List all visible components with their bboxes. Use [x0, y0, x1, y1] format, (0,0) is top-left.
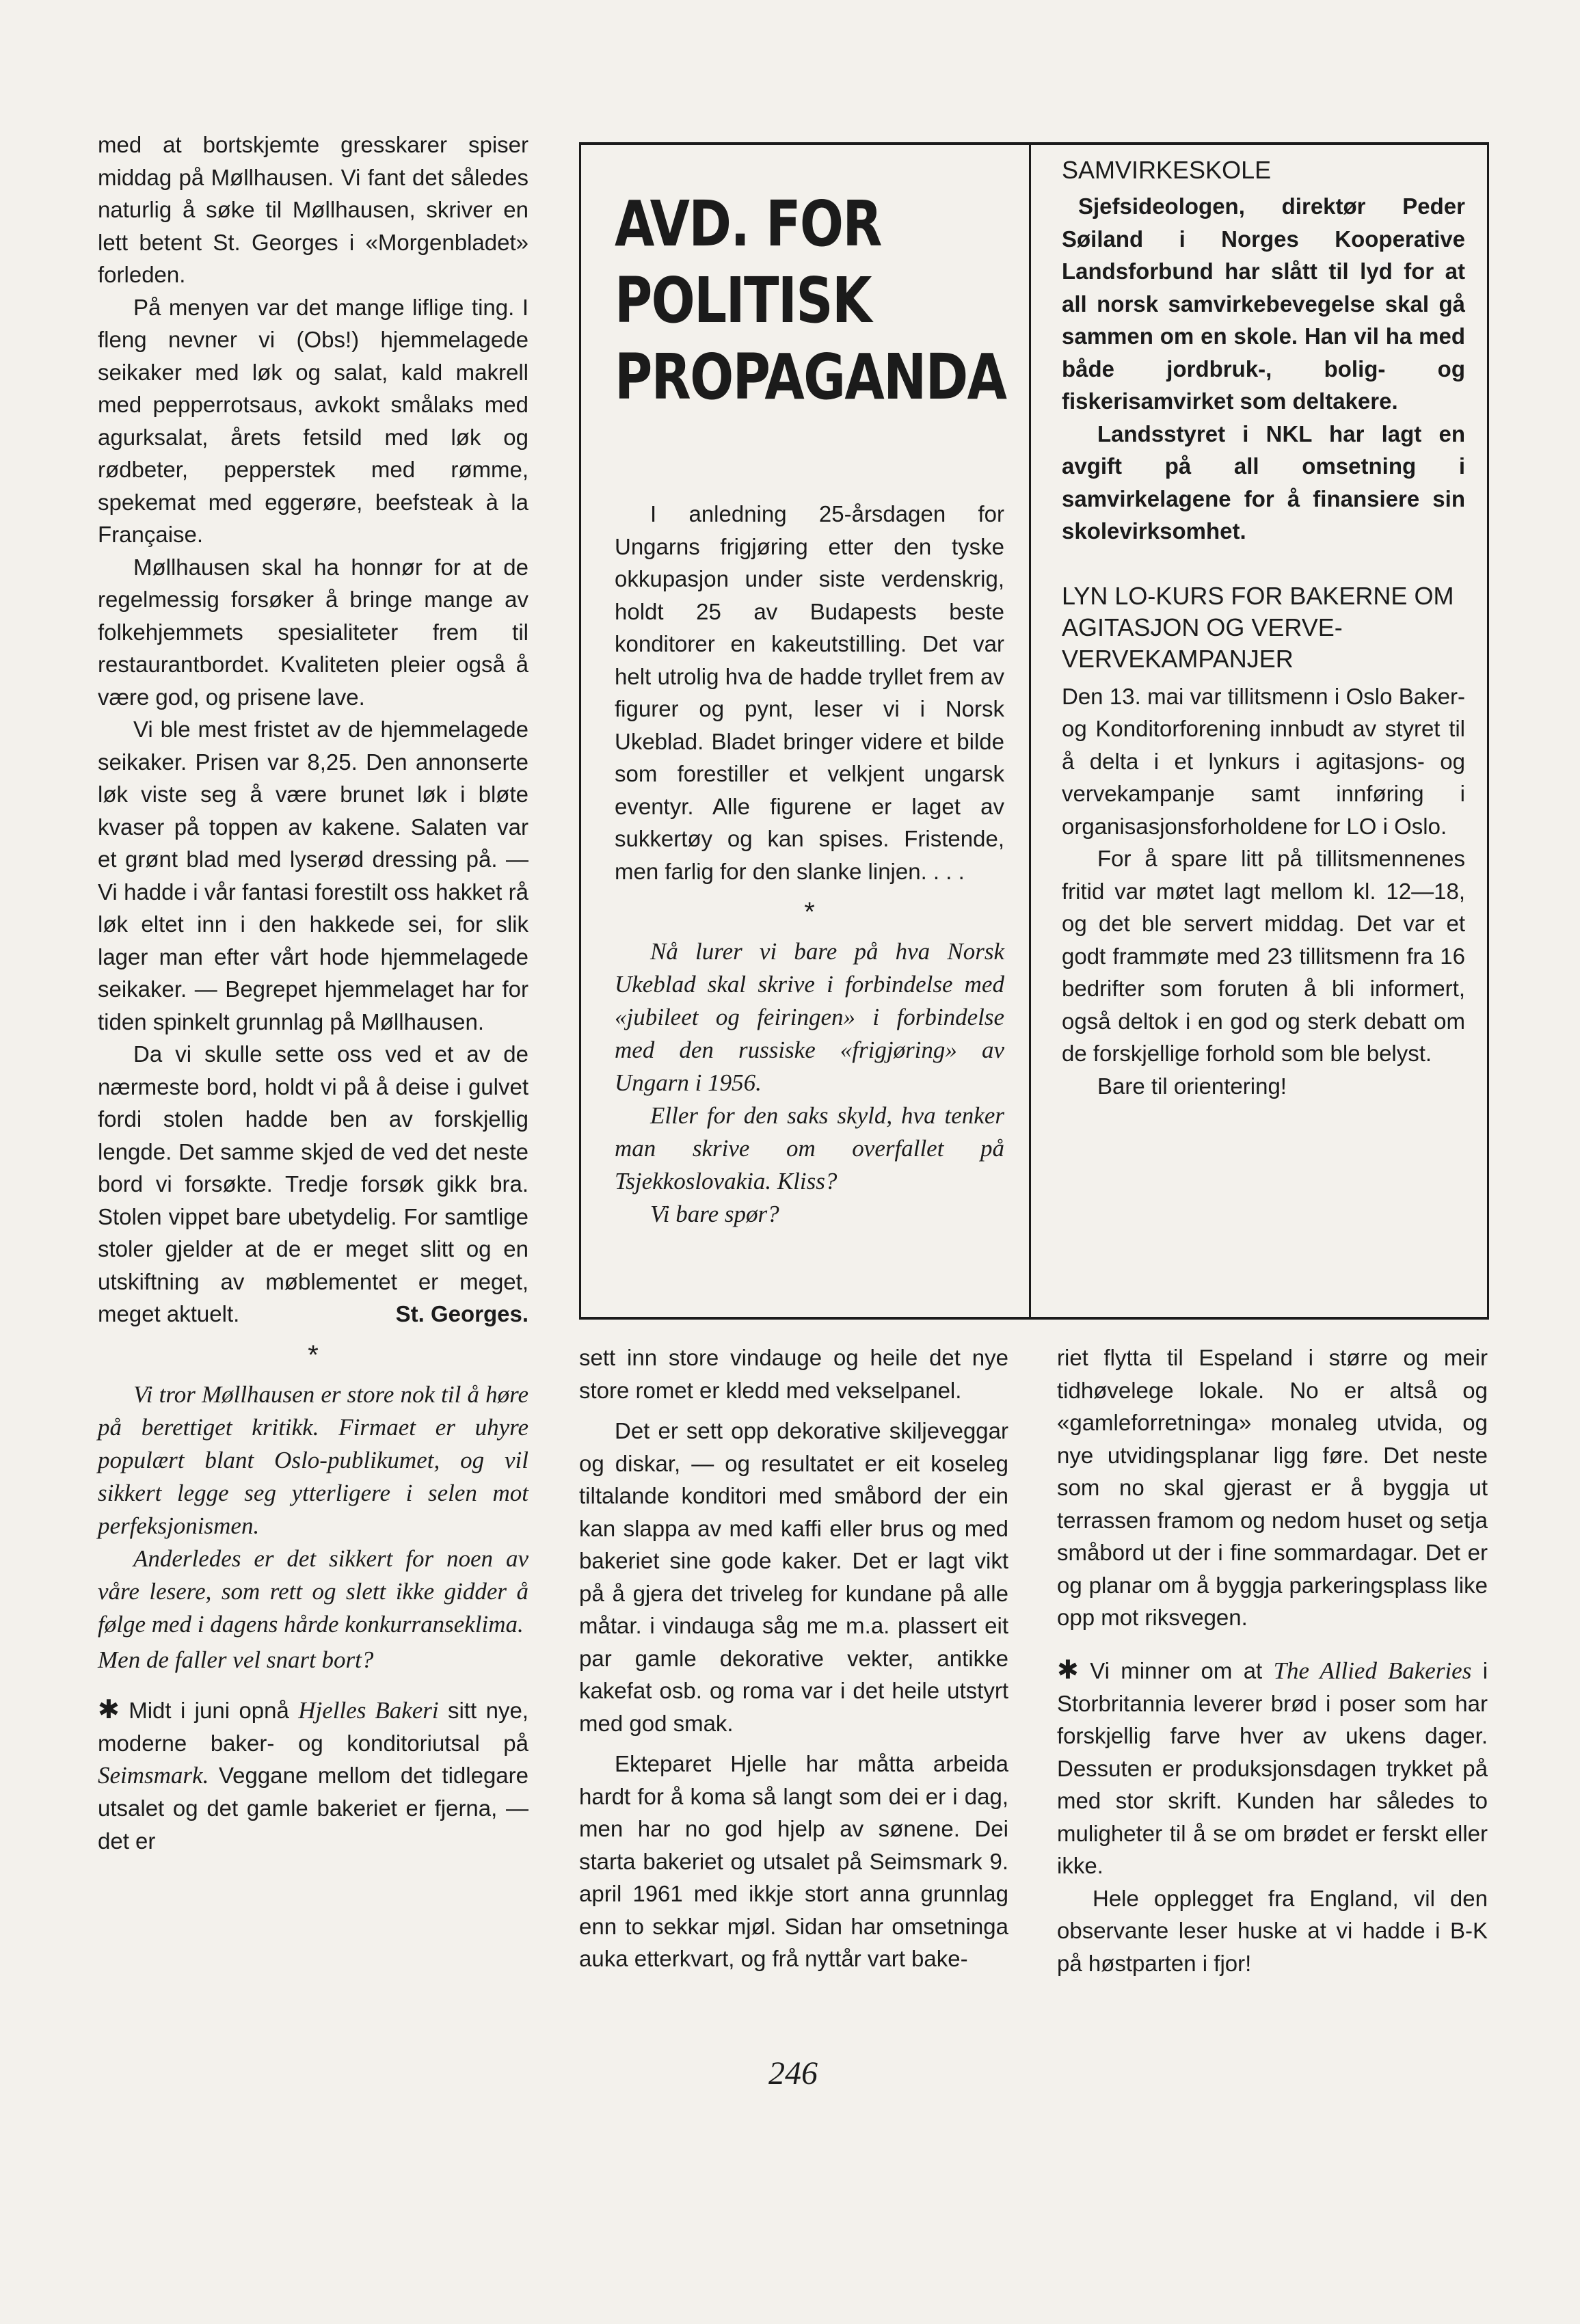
editorial-comment: Vi tror Møllhausen er store nok til å høre på berettiget kritikk. Firmaet er uhyre populært blant Oslo-publikumet, og vil sikkert legge seg ytterligere i selen mot perfeksjonismen. — [98, 1380, 528, 1539]
box-right-column — [1062, 155, 1465, 1102]
news-item — [1057, 1655, 1488, 1882]
column-4 — [1057, 1341, 1488, 1979]
paragraph: Hele opplegget fra England, vil den observante leser huske at vi hadde i B-K på høstparten i fjor! — [1057, 1885, 1488, 1976]
section-heading: SAMVIRKESKOLE — [1062, 156, 1272, 184]
editorial-comment: Eller for den saks skyld, hva tenker man skrive om overfallet på Tsjekkoslovakia. Kliss? — [615, 1102, 1004, 1194]
paragraph: Bare til orientering! — [1097, 1073, 1287, 1099]
paragraph: På menyen var det mange liflige ting. I fleng nevner vi (Obs!) hjemmelagede seikaker med løk og salat, kald makrell med pepperrotsaus, avkokt smålaks med agurksalat, årets fetsild med løk og rødbeter, pepperstek med rømme, spekemat med eggerøre, beefsteak à la Française. — [98, 294, 528, 547]
paragraph: med at bortskjemte gresskarer spiser middag på Møllhausen. Vi fant det således naturlig å søke til Møllhausen, skriver en lett betent St. Georges i «Morgenbladet» forleden. — [98, 132, 528, 287]
bullet-icon: ✱ — [98, 1695, 120, 1724]
headline-line: AVD. FOR — [615, 187, 881, 261]
news-text: sitt nye, moderne baker- og konditoriutsal på — [98, 1697, 528, 1756]
news-item — [98, 1694, 528, 1858]
bold-paragraph: Landsstyret i NKL har lagt en avgift på all omsetning i samvirkelagene for å finansiere sin skolevirksomhet. — [1062, 420, 1465, 544]
box-left-rule — [579, 145, 581, 1317]
paragraph: Møllhausen skal ha honnør for at de regelmessig forsøker å bringe mange av folkehjemmets spesialiteter frem til restaurantbordet. Kvaliteten pleier også å være god, og prisene lave. — [98, 554, 528, 710]
editorial-comment: Nå lurer vi bare på hva Norsk Ukeblad skal skrive i forbindelse med «jubileet og feiringen» i forbindelse med den russiske «frigjøring» av Ungarn i 1956. — [615, 938, 1004, 1096]
paragraph: sett inn store vindauge og heile det nye store romet er kledd med vekselpanel. — [579, 1345, 1008, 1403]
column-1 — [98, 129, 528, 1857]
bullet-icon: ✱ — [1057, 1655, 1079, 1685]
editorial-comment: Men de faller vel snart bort? — [98, 1646, 374, 1673]
separator-star: * — [308, 1339, 319, 1370]
news-text: Veggane mellom det tidlegare utsalet og det gamle bakeriet er fjerna, — det er — [98, 1763, 529, 1854]
paragraph: Vi ble mest fristet av de hjemmelagede seikaker. Prisen var 8,25. Den annonserte løk viste seg å være brunet løk i bløte kvaser på toppen av kakene. Salaten var et grønt blad med lyserød dressing på. — Vi hadde i vår fantasi forestilt oss hakket rå løk eltet inn i den hakkede sei, for slik lager man efter vårt hode hjemmelagede seikaker. — Begrepet hjemmelaget har for tiden spinkelt grunnlag på Møllhausen. — [98, 717, 528, 1034]
paragraph: Ekteparet Hjelle har måtta arbeida hardt for å koma så langt som dei er i dag, men har no god hjelp av sønene. Dei starta bakeriet og utsalet på Seimsmark 9. april 1961 med ikkje stort anna grunnlag enn to sekkar mjøl. Sidan har omsetninga auka etterkvart, og frå nyttår vart bake- — [579, 1751, 1008, 1971]
headline-line: POLITISK — [615, 264, 871, 337]
section-heading: LYN LO-KURS FOR BAKERNE OM AGITASJON OG VERVE-VERVEKAMPANJER — [1062, 581, 1454, 673]
paragraph: riet flytta til Espeland i større og meir tidhøvelege lokale. No er altså og «gamleforretninga» monaleg utvida, og nye utvidingsplanar ligg føre. Det neste som no skal gjerast er å byggja ut terrassen framom og nedom huset og setja småbord ut der i fine sommardagar. Det er og planar om å byggja parkeringsplass like opp mot riksvegen. — [1057, 1345, 1488, 1630]
company-name: Hjelles Bakeri — [298, 1696, 439, 1724]
headline — [615, 186, 1004, 416]
paragraph-text: Da vi skulle sette oss ved et av de nærmeste bord, holdt vi på å deise i gulvet fordi stolen hadde ben av forskjellig lengde. Det samme skjed de ved det neste bord vi forsøkte. Tredje forsøk gikk bra. Stolen vippet bare ubetydelig. For samtlige stoler gjelder at de er meget slitt og en utskiftning av møblementet er meget, meget aktuelt. — [98, 1041, 528, 1326]
editorial-comment: Anderledes er det sikkert for noen av våre lesere, som rett og slett ikke gidder å følge med i dagens hårde konkurranseklima. — [98, 1545, 528, 1638]
article-body: I anledning 25-årsdagen for Ungarns frigjøring etter den tyske okkupasjon under siste verdenskrig, holdt 25 av Budapests beste konditorer en kakeutstilling. Det var helt utrolig hva de hadde tryllet frem av figurer og pynt, leser vi i Norsk Ukeblad. Bladet bringer videre et bilde som forestiller et velkjent ungarsk eventyr. Alle figurene er laget av sukkertøy og kan spises. Fristende, men farlig for den slanke linjen. . . . — [615, 501, 1004, 884]
box-right-rule — [1487, 145, 1489, 1317]
paragraph — [98, 1038, 528, 1331]
separator-star: * — [804, 897, 815, 927]
box-middle-rule — [1029, 145, 1031, 1317]
news-text: Midt i juni opnå — [129, 1697, 289, 1723]
company-name: The Allied Bakeries — [1273, 1657, 1472, 1684]
headline-line: PROPAGANDA — [615, 340, 1006, 414]
news-text: Vi minner om at — [1090, 1657, 1263, 1683]
page-number: 246 — [768, 2055, 818, 2092]
box-left-column — [615, 186, 1004, 1231]
column-3 — [579, 1341, 1008, 1975]
paragraph: Den 13. mai var tillitsmenn i Oslo Baker- og Konditorforening innbudt av styret til å delta i et lynkurs i agitasjons- og vervekampanje samt innføring i organisasjonsforholdene for LO i Oslo. — [1062, 683, 1465, 839]
paragraph: Det er sett opp dekorative skiljeveggar og diskar, — og resultatet er eit koseleg tiltalande konditori med småbord der ein kan slappa av med kaffi eller brus og med bakeriet sine gode kaker. Det er lagt vikt på å gjera det triveleg for kundane på alle måtar. i vindauga såg me m.a. plassert eit par gamle dekorative vekter, antikke kakefat osb. og roma var i det heile utstyrt med god smak. — [579, 1418, 1008, 1736]
paragraph: For å spare litt på tillitsmennenes fritid var møtet lagt mellom kl. 12—18, og det ble servert middag. Det var et godt frammøte med 23 tillitsmenn fra 16 bedrifter som foruten å bli informert, også deltok i en god og sterk debatt om de forskjellige forhold som ble belyst. — [1062, 846, 1465, 1066]
signature: St. Georges. — [395, 1301, 528, 1326]
bold-paragraph: Sjefsideologen, direktør Peder Søiland i Norges Kooperative Landsforbund har slått til lyd for at all norsk samvirkebevegelse skal gå sammen om en skole. Han vil ha med både jordbruk-, bolig- og fiskerisamvirket som deltakere. — [1062, 193, 1465, 414]
place-name: Seimsmark. — [98, 1762, 209, 1789]
editorial-comment: Vi bare spør? — [650, 1201, 779, 1227]
news-text: i Storbritannia leverer brød i poser som har forskjellig farve hver av ukens dager. Dessuten er produksjonsdagen trykket på med stor skrift. Kunden har således to muligheter til å se om brødet er ferskt eller ikke. — [1057, 1657, 1488, 1878]
boxed-feature — [579, 142, 1489, 1320]
